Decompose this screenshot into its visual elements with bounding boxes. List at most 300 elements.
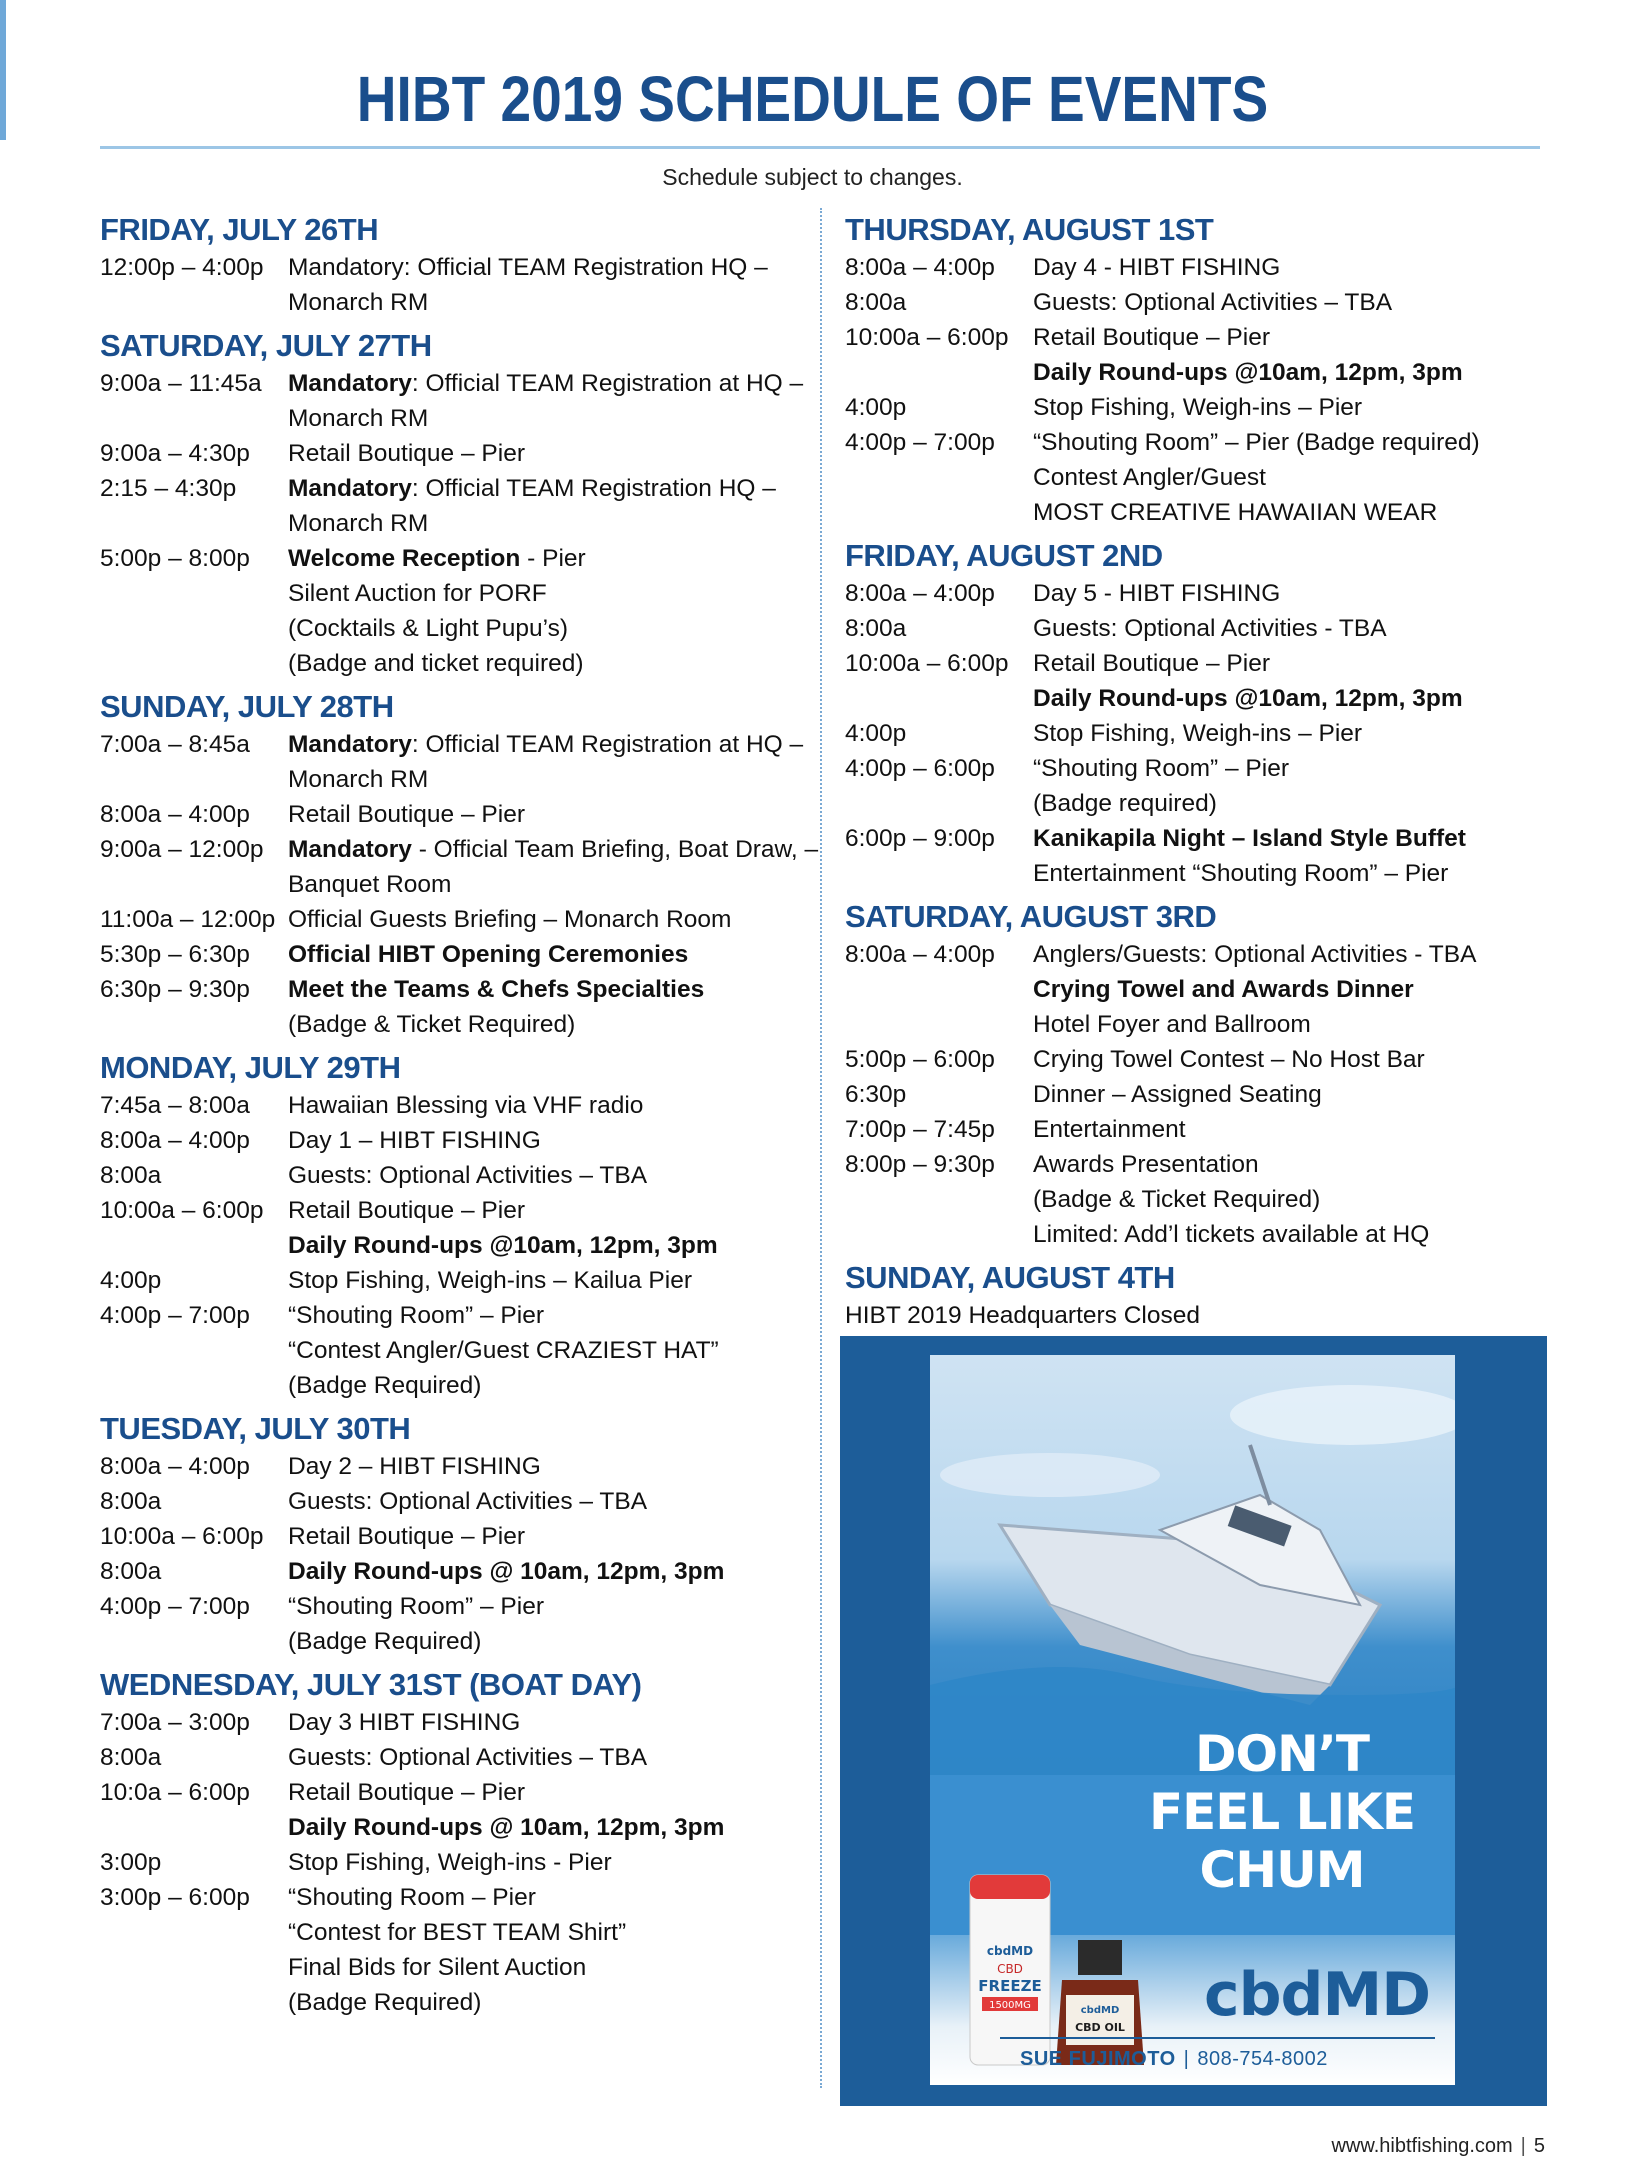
schedule-row: [100, 1985, 805, 2020]
schedule-row: [100, 401, 805, 436]
schedule-row: [845, 495, 1545, 530]
event-text: Awards Presentation: [1033, 1151, 1259, 1178]
ad-headline-line: CHUM: [1199, 1841, 1365, 1899]
event-description: [288, 1915, 805, 1950]
event-time: 6:30p: [845, 1081, 907, 1108]
event-time: 7:00a – 8:45a: [100, 731, 250, 758]
schedule-right-column: [845, 210, 1545, 1333]
freeze-label-name: FREEZE: [978, 1977, 1042, 1995]
ad-headline: [1147, 1725, 1417, 1899]
event-text: Guests: Optional Activities - TBA: [1033, 615, 1387, 642]
event-description: [288, 1228, 805, 1263]
schedule-row: [100, 1368, 805, 1403]
event-text-bold: Official HIBT Opening Ceremonies: [288, 941, 689, 968]
event-description: [288, 1123, 805, 1158]
event-time: 9:00a – 12:00p: [100, 836, 264, 863]
event-time: [100, 646, 288, 681]
event-description: [1033, 821, 1545, 856]
ad-contact: [1020, 2048, 1328, 2071]
schedule-row: [100, 727, 805, 762]
event-time: 8:00a – 4:00p: [845, 580, 995, 607]
event-text-bold: Daily Round-ups @10am, 12pm, 3pm: [1033, 359, 1463, 386]
schedule-note: Schedule subject to changes.: [662, 164, 963, 190]
event-description: [1033, 972, 1545, 1007]
schedule-row: [100, 1775, 805, 1810]
schedule-row: [100, 611, 805, 646]
event-description: [1033, 937, 1545, 972]
event-description: [288, 1298, 805, 1333]
day-heading: WEDNESDAY, JULY 31ST (BOAT DAY): [100, 1667, 642, 1702]
event-description: [288, 1554, 805, 1589]
event-time: 9:00a – 11:45a: [100, 370, 262, 397]
footer-separator: |: [1520, 2135, 1526, 2157]
schedule-row: [100, 1624, 805, 1659]
event-text: Stop Fishing, Weigh-ins – Pier: [1033, 720, 1363, 747]
event-text-bold: Mandatory: [288, 475, 412, 502]
schedule-left-column: [100, 210, 819, 2020]
cbdmd-advertisement[interactable]: [840, 1336, 1547, 2106]
event-time: [100, 1810, 288, 1845]
page-edge-mark: [0, 0, 6, 140]
day-heading: SUNDAY, AUGUST 4TH: [845, 1260, 1175, 1295]
event-time: 5:30p – 6:30p: [100, 941, 250, 968]
day-heading: MONDAY, JULY 29TH: [100, 1050, 401, 1085]
schedule-row: [100, 1449, 805, 1484]
event-text: “Contest Angler/Guest CRAZIEST HAT”: [288, 1337, 719, 1364]
event-description: [288, 1705, 805, 1740]
event-time: 10:0a – 6:00p: [100, 1779, 250, 1806]
event-text: Entertainment: [1033, 1116, 1186, 1143]
day-heading: SATURDAY, AUGUST 3RD: [845, 899, 1217, 934]
event-time: 8:00a: [100, 1162, 162, 1189]
event-text: (Badge required): [1033, 790, 1217, 817]
event-description: [1033, 646, 1545, 681]
schedule-row: [100, 285, 805, 320]
schedule-row: [100, 1880, 805, 1915]
event-time: 4:00p: [845, 394, 907, 421]
event-text: Guests: Optional Activities – TBA: [288, 1162, 648, 1189]
schedule-row: [100, 1193, 805, 1228]
event-text: “Shouting Room” – Pier: [1033, 755, 1290, 782]
event-time: [845, 856, 1033, 891]
schedule-row: [845, 1007, 1545, 1042]
event-text-bold: Welcome Reception: [288, 545, 521, 572]
event-description: [288, 1845, 805, 1880]
schedule-row: [845, 716, 1545, 751]
event-time: 10:00a – 6:00p: [100, 1523, 264, 1550]
event-text: : Official TEAM Registration at HQ –: [411, 731, 804, 758]
event-text: Hotel Foyer and Ballroom: [1033, 1011, 1311, 1038]
schedule-row: [845, 250, 1545, 285]
event-time: 8:00p – 9:30p: [845, 1151, 995, 1178]
event-text: Monarch RM: [288, 289, 429, 316]
freeze-label-cbd: CBD: [997, 1962, 1023, 1976]
event-time: 6:30p – 9:30p: [100, 976, 250, 1003]
event-description: [288, 1519, 805, 1554]
event-text: Monarch RM: [288, 405, 429, 432]
event-text: (Badge & Ticket Required): [1033, 1186, 1321, 1213]
schedule-row: [845, 1182, 1545, 1217]
event-time: [100, 1624, 288, 1659]
event-time: 10:00a – 6:00p: [845, 324, 1009, 351]
event-text: Retail Boutique – Pier: [288, 440, 525, 467]
schedule-row: [100, 1845, 805, 1880]
event-description: [1033, 285, 1545, 320]
event-description: [1033, 611, 1545, 646]
event-time: [100, 1368, 288, 1403]
schedule-row: [100, 902, 805, 937]
event-text: Hawaiian Blessing via VHF radio: [288, 1092, 644, 1119]
event-description: [1033, 1217, 1545, 1252]
event-description: [288, 937, 805, 972]
event-description: [288, 1740, 805, 1775]
schedule-row: [100, 1228, 805, 1263]
event-time: 8:00a: [100, 1558, 162, 1585]
schedule-row: [845, 355, 1545, 390]
event-time: 8:00a – 4:00p: [100, 1127, 250, 1154]
oil-label-name: CBD OIL: [1075, 2021, 1125, 2034]
event-text: Day 4 - HIBT FISHING: [1033, 254, 1281, 281]
day-heading: THURSDAY, AUGUST 1ST: [845, 212, 1214, 247]
event-description: [1033, 250, 1545, 285]
event-text: “Contest for BEST TEAM Shirt”: [288, 1919, 627, 1946]
schedule-row: [845, 285, 1545, 320]
event-description: [1033, 425, 1545, 460]
schedule-row: [100, 1088, 805, 1123]
freeze-label-strength: 1500MG: [989, 2000, 1031, 2011]
event-time: [845, 460, 1033, 495]
event-time: 7:00a – 3:00p: [100, 1709, 250, 1736]
event-text: Retail Boutique – Pier: [288, 1779, 525, 1806]
schedule-row: [845, 646, 1545, 681]
ad-headline-line: FEEL LIKE: [1148, 1783, 1416, 1841]
event-description: [288, 1950, 805, 1985]
event-text: Day 3 HIBT FISHING: [288, 1709, 521, 1736]
event-description: [1033, 751, 1545, 786]
event-description: [288, 1589, 805, 1624]
event-description: [288, 401, 805, 436]
schedule-row: [100, 972, 805, 1007]
column-divider: [820, 208, 822, 2088]
schedule-row: [845, 856, 1545, 891]
event-time: 9:00a – 4:30p: [100, 440, 250, 467]
day-heading: SUNDAY, JULY 28TH: [100, 689, 394, 724]
event-description: [1033, 1112, 1545, 1147]
schedule-row: [845, 937, 1545, 972]
event-text: Official Guests Briefing – Monarch Room: [288, 906, 732, 933]
day-heading: TUESDAY, JULY 30TH: [100, 1411, 411, 1446]
event-description: [288, 1193, 805, 1228]
event-description: [1033, 576, 1545, 611]
event-description: [288, 576, 805, 611]
event-text-bold: Kanikapila Night – Island Style Buffet: [1033, 825, 1466, 852]
event-description: [1033, 1077, 1545, 1112]
event-time: [100, 867, 288, 902]
event-time: [845, 972, 1033, 1007]
event-description: [288, 1484, 805, 1519]
ad-contact-separator: |: [1183, 2048, 1190, 2070]
event-text: Final Bids for Silent Auction: [288, 1954, 587, 1981]
event-time: 8:00a – 4:00p: [845, 254, 995, 281]
event-time: 8:00a – 4:00p: [100, 801, 250, 828]
event-text: - Pier: [520, 545, 586, 572]
event-text: - Official Team Briefing, Boat Draw, –: [411, 836, 819, 863]
event-description: [288, 541, 805, 576]
schedule-row: [845, 786, 1545, 821]
event-text: Silent Auction for PORF: [288, 580, 547, 607]
event-text: Day 2 – HIBT FISHING: [288, 1453, 541, 1480]
schedule-row: [100, 1298, 805, 1333]
schedule-row: [845, 1077, 1545, 1112]
schedule-row: [100, 832, 819, 867]
event-time: 8:00a: [100, 1744, 162, 1771]
event-time: [100, 1985, 288, 2020]
event-text: Retail Boutique – Pier: [288, 801, 525, 828]
schedule-row: [100, 436, 805, 471]
event-description: [288, 1368, 805, 1403]
schedule-row: [100, 506, 805, 541]
event-text: Stop Fishing, Weigh-ins – Pier: [1033, 394, 1363, 421]
schedule-row: [100, 250, 805, 285]
schedule-row: [845, 1147, 1545, 1182]
event-time: 5:00p – 6:00p: [845, 1046, 995, 1073]
schedule-row: [100, 576, 805, 611]
freeze-label-brand: cbdMD: [986, 1944, 1034, 1958]
event-time: [100, 285, 288, 320]
event-time: 2:15 – 4:30p: [100, 475, 237, 502]
event-text: (Cocktails & Light Pupu’s): [288, 615, 569, 642]
event-time: [100, 1915, 288, 1950]
event-time: 4:00p – 7:00p: [100, 1302, 250, 1329]
event-time: 6:00p – 9:00p: [845, 825, 995, 852]
event-text: Monarch RM: [288, 766, 429, 793]
event-time: 7:45a – 8:00a: [100, 1092, 250, 1119]
event-time: 5:00p – 8:00p: [100, 545, 250, 572]
event-description: [845, 1298, 1545, 1333]
event-text: Crying Towel Contest – No Host Bar: [1033, 1046, 1425, 1073]
footer-url[interactable]: www.hibtfishing.com: [1331, 2135, 1513, 2157]
event-description: [288, 366, 805, 401]
schedule-row: [100, 1263, 805, 1298]
page-footer: [1331, 2135, 1545, 2158]
event-description: [1033, 681, 1545, 716]
day-heading: FRIDAY, AUGUST 2ND: [845, 538, 1163, 573]
ad-artwork: [930, 1355, 1455, 2085]
event-description: [288, 285, 805, 320]
ad-contact-phone[interactable]: 808-754-8002: [1197, 2048, 1328, 2070]
event-description: [288, 506, 805, 541]
schedule-row: [845, 821, 1545, 856]
schedule-row: [100, 541, 805, 576]
page-number: 5: [1533, 2135, 1545, 2157]
event-text: Retail Boutique – Pier: [288, 1197, 525, 1224]
event-text: Stop Fishing, Weigh-ins - Pier: [288, 1849, 612, 1876]
event-time: 4:00p – 7:00p: [100, 1593, 250, 1620]
schedule-row: [100, 1158, 805, 1193]
event-description: [288, 797, 805, 832]
event-time: 7:00p – 7:45p: [845, 1116, 995, 1143]
schedule-row: [100, 366, 805, 401]
event-text-bold: Mandatory: [288, 836, 412, 863]
schedule-row: [845, 576, 1545, 611]
event-description: [1033, 1182, 1545, 1217]
event-text: “Shouting Room” – Pier: [288, 1302, 545, 1329]
event-time: [100, 1333, 288, 1368]
schedule-row: [100, 867, 805, 902]
event-description: [288, 1449, 805, 1484]
schedule-row: [100, 1519, 805, 1554]
schedule-row: [845, 460, 1545, 495]
event-description: [288, 727, 805, 762]
event-text: (Badge Required): [288, 1989, 482, 2016]
event-description: [288, 646, 805, 681]
event-description: [288, 1985, 805, 2020]
event-text: Day 5 - HIBT FISHING: [1033, 580, 1281, 607]
event-text: Mandatory: Official TEAM Registration HQ –: [288, 254, 768, 281]
event-time: 3:00p – 6:00p: [100, 1884, 250, 1911]
event-time: 4:00p – 7:00p: [845, 429, 995, 456]
event-text: Stop Fishing, Weigh-ins – Kailua Pier: [288, 1267, 692, 1294]
event-time: [845, 355, 1033, 390]
event-time: 8:00a: [100, 1488, 162, 1515]
event-time: 4:00p: [100, 1267, 162, 1294]
event-text: Dinner – Assigned Seating: [1033, 1081, 1322, 1108]
oil-label-brand: cbdMD: [1080, 2005, 1120, 2016]
event-text-bold: Daily Round-ups @10am, 12pm, 3pm: [288, 1232, 718, 1259]
event-description: [288, 1158, 805, 1193]
event-text: Monarch RM: [288, 510, 429, 537]
day-heading: SATURDAY, JULY 27TH: [100, 328, 432, 363]
event-text-bold: Mandatory: [288, 370, 412, 397]
event-time: 11:00a – 12:00p: [100, 906, 276, 933]
schedule-row: [845, 681, 1545, 716]
event-time: [100, 506, 288, 541]
schedule-row: [845, 1042, 1545, 1077]
event-time: 8:00a – 4:00p: [100, 1453, 250, 1480]
event-time: [845, 1007, 1033, 1042]
event-text: Retail Boutique – Pier: [1033, 650, 1270, 677]
event-time: [100, 611, 288, 646]
event-description: [288, 1810, 805, 1845]
event-text: “Shouting Room” – Pier (Badge required): [1033, 429, 1480, 456]
schedule-row: [845, 390, 1545, 425]
event-time: 4:00p: [845, 720, 907, 747]
event-text: : Official TEAM Registration at HQ –: [411, 370, 804, 397]
event-text: (Badge & Ticket Required): [288, 1011, 576, 1038]
event-description: [288, 1088, 805, 1123]
event-text: Guests: Optional Activities – TBA: [288, 1488, 648, 1515]
event-description: [1033, 716, 1545, 751]
schedule-row: [100, 937, 805, 972]
event-text: Anglers/Guests: Optional Activities - TBA: [1033, 941, 1477, 968]
event-time: 8:00a: [845, 615, 907, 642]
event-text: Limited: Add’l tickets available at HQ: [1033, 1221, 1430, 1248]
event-description: [1033, 856, 1545, 891]
event-time: 8:00a – 4:00p: [845, 941, 995, 968]
event-text: Retail Boutique – Pier: [288, 1523, 525, 1550]
schedule-row: [845, 972, 1545, 1007]
event-description: [1033, 495, 1545, 530]
schedule-row: [100, 1810, 805, 1845]
ad-brand-logo: cbdMD: [1204, 1960, 1430, 2030]
event-text: (Badge Required): [288, 1372, 482, 1399]
event-description: [288, 611, 805, 646]
ad-contact-name: SUE FUJIMOTO: [1020, 2048, 1176, 2070]
event-description: [1033, 1007, 1545, 1042]
event-text: HIBT 2019 Headquarters Closed: [845, 1302, 1200, 1329]
schedule-row: [845, 1298, 1545, 1333]
event-time: [845, 495, 1033, 530]
event-text-bold: Daily Round-ups @10am, 12pm, 3pm: [1033, 685, 1463, 712]
schedule-row: [845, 751, 1545, 786]
schedule-row: [100, 646, 805, 681]
event-time: 10:00a – 6:00p: [845, 650, 1009, 677]
ad-divider: [1000, 2037, 1435, 2039]
schedule-row: [845, 1112, 1545, 1147]
schedule-row: [100, 1007, 805, 1042]
event-text: “Shouting Room” – Pier: [288, 1593, 545, 1620]
event-time: [845, 1182, 1033, 1217]
schedule-row: [845, 425, 1545, 460]
event-description: [288, 1007, 805, 1042]
event-time: [845, 786, 1033, 821]
schedule-row: [100, 1333, 805, 1368]
event-description: [288, 1624, 805, 1659]
event-time: [100, 576, 288, 611]
event-description: [1033, 355, 1545, 390]
event-text: “Shouting Room – Pier: [288, 1884, 536, 1911]
event-description: [288, 867, 805, 902]
event-time: 8:00a: [845, 289, 907, 316]
event-time: 3:00p: [100, 1849, 162, 1876]
event-description: [288, 1333, 805, 1368]
schedule-row: [100, 1915, 805, 1950]
schedule-row: [100, 762, 805, 797]
event-description: [288, 471, 805, 506]
event-description: [1033, 390, 1545, 425]
event-text: Retail Boutique – Pier: [1033, 324, 1270, 351]
schedule-row: [845, 1217, 1545, 1252]
event-text: Guests: Optional Activities – TBA: [288, 1744, 648, 1771]
event-text: Banquet Room: [288, 871, 452, 898]
event-description: [288, 972, 805, 1007]
schedule-row: [100, 1554, 805, 1589]
schedule-row: [100, 1740, 805, 1775]
event-text: (Badge and ticket required): [288, 650, 584, 677]
event-text: MOST CREATIVE HAWAIIAN WEAR: [1033, 499, 1438, 526]
page-title: HIBT 2019 SCHEDULE OF EVENTS: [356, 63, 1269, 135]
event-text: : Official TEAM Registration HQ –: [411, 475, 776, 502]
event-description: [288, 436, 805, 471]
event-text: (Badge Required): [288, 1628, 482, 1655]
schedule-row: [100, 1484, 805, 1519]
event-text: Guests: Optional Activities – TBA: [1033, 289, 1393, 316]
event-description: [288, 1263, 805, 1298]
event-text: Entertainment “Shouting Room” – Pier: [1033, 860, 1449, 887]
event-description: [1033, 1042, 1545, 1077]
event-description: [1033, 320, 1545, 355]
event-time: [100, 401, 288, 436]
schedule-row: [845, 611, 1545, 646]
event-description: [1033, 460, 1545, 495]
event-time: 4:00p – 6:00p: [845, 755, 995, 782]
schedule-row: [100, 797, 805, 832]
schedule-row: [845, 320, 1545, 355]
event-description: [288, 762, 805, 797]
event-text-bold: Mandatory: [288, 731, 412, 758]
event-description: [288, 1880, 805, 1915]
event-text: Contest Angler/Guest: [1033, 464, 1266, 491]
